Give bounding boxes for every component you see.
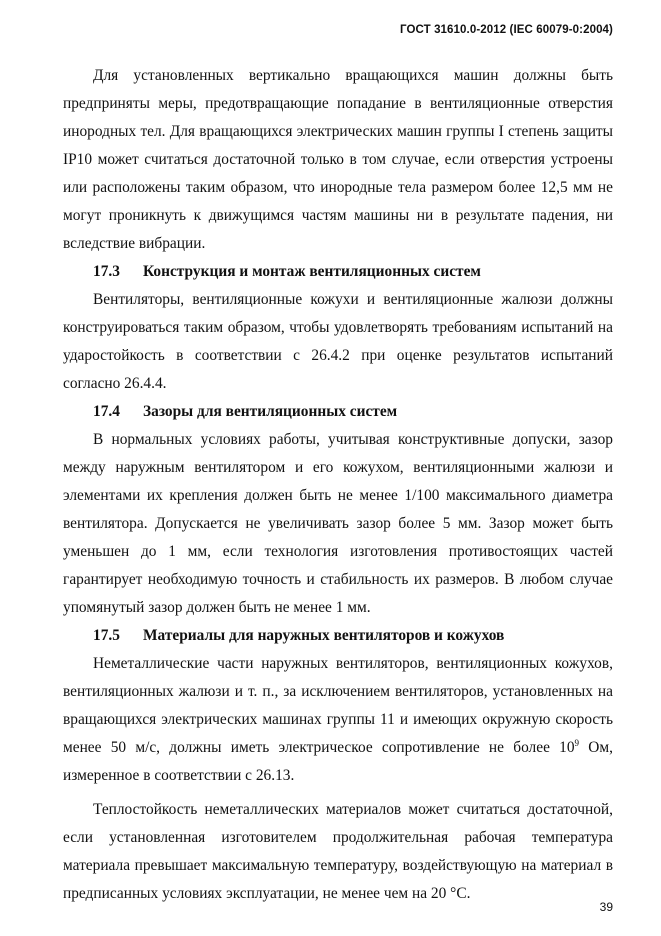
paragraph: Теплостойкость неметаллических материалов может считаться достаточной, если установленная изготовителем продолжительная рабочая температура материала превышает максимальную температуру, воздействующую на материал в предписанных условиях эксплуатации, не менее чем на 20 °С. [63, 801, 613, 902]
paragraph-text: Неметаллические части наружных вентиляторов, вентиляционных кожухов, вентиляционных жалюзи и т. п., за исключением вентиляторов, установленных на вращающихся электрических машинах группы 11 и имеющих окружную скорость менее 50 м/с, должны иметь электрическое сопротивление не более 10 [63, 655, 613, 756]
exponent: 9 [574, 737, 580, 748]
paragraph [63, 650, 613, 790]
paragraph: В нормальных условиях работы, учитывая конструктивные допуски, зазор между наружным вентилятором и его кожухом, вентиляционными жалюзи и элементами их крепления должен быть не менее 1/100 максимального диаметра вентилятора. Допускается не увеличивать зазор более 5 мм. Зазор может быть уменьшен до 1 мм, если технология изготовления противостоящих частей гарантирует необходимую точность и стабильность их размеров. В любом случае упомянутый зазор должен быть не менее 1 мм. [63, 431, 613, 616]
section-title: Конструкция и монтаж вентиляционных систем [143, 263, 481, 280]
section-number: 17.3 [93, 263, 120, 280]
document-body [63, 62, 613, 908]
section-title: Материалы для наружных вентиляторов и кожухов [143, 627, 505, 644]
paragraph: Вентиляторы, вентиляционные кожухи и вентиляционные жалюзи должны конструироваться таким образом, чтобы удовлетворять требованиям испытаний на ударостойкость в соответствии с 26.4.2 при оценке результатов испытаний согласно 26.4.4. [63, 291, 613, 392]
paragraph-text: Ом, измеренное в соответствии с 26.13. [63, 739, 613, 784]
page-number: 39 [599, 900, 613, 914]
section-heading-17-4 [63, 398, 613, 426]
section-heading-17-3 [63, 258, 613, 286]
section-heading-17-5 [63, 622, 613, 650]
document-header: ГОСТ 31610.0-2012 (IEC 60079-0:2004) [400, 24, 613, 36]
paragraph: Для установленных вертикально вращающихся машин должны быть предприняты меры, предотвращающие попадание в вентиляционные отверстия инородных тел. Для вращающихся электрических машин группы I степень защиты IP10 может считаться достаточной только в том случае, если отверстия устроены или расположены таким образом, что инородные тела размером более 12,5 мм не могут проникнуть к движущимся частям машины ни в результате падения, ни вследствие вибрации. [63, 67, 613, 252]
section-number: 17.4 [93, 403, 120, 420]
section-number: 17.5 [93, 627, 120, 644]
section-title: Зазоры для вентиляционных систем [143, 403, 398, 420]
